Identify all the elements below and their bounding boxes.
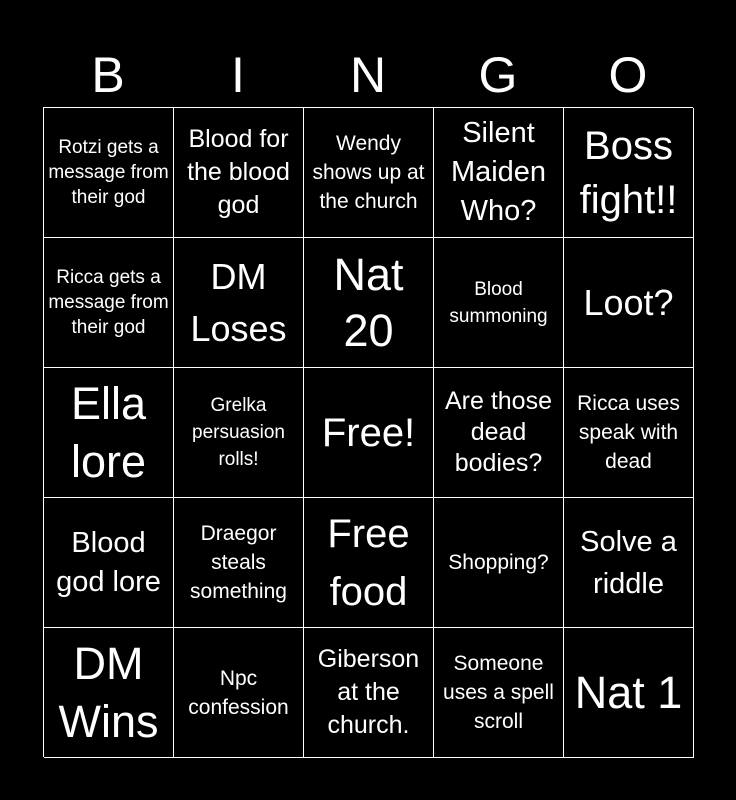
header-letter-n: N xyxy=(349,47,387,103)
bingo-cell-r2-c2[interactable] xyxy=(174,238,304,368)
bingo-cell-text: Free! xyxy=(321,410,416,455)
bingo-cell-r4-c3[interactable] xyxy=(304,498,434,628)
header-letter-i: I xyxy=(231,47,245,103)
bingo-cell-text: Silent Maiden Who? xyxy=(450,117,547,227)
bingo-cell-text: DM Wins xyxy=(58,637,159,747)
bingo-cell-text: Wendy shows up at the church xyxy=(312,132,425,213)
bingo-cell-text: Draegor steals something xyxy=(190,522,287,603)
bingo-cell-text: Blood god lore xyxy=(56,526,161,598)
bingo-cell-r3-c4[interactable] xyxy=(434,368,564,498)
bingo-cell-r1-c4[interactable] xyxy=(434,108,564,238)
bingo-cell-text: Ricca uses speak with dead xyxy=(577,392,680,473)
bingo-cell-r3-c5[interactable] xyxy=(564,368,694,498)
bingo-cell-text: Boss fight!! xyxy=(579,123,678,222)
header-letter-o: O xyxy=(608,47,648,103)
header-letter-g: G xyxy=(478,47,518,103)
bingo-cell-r2-c5[interactable] xyxy=(564,238,694,368)
bingo-cell-text: Someone uses a spell scroll xyxy=(443,652,554,733)
bingo-cell-r4-c4[interactable] xyxy=(434,498,564,628)
bingo-cell-r1-c1[interactable] xyxy=(44,108,174,238)
bingo-header xyxy=(43,42,693,108)
bingo-cell-r3-c3[interactable] xyxy=(304,368,434,498)
bingo-cell-r1-c2[interactable] xyxy=(174,108,304,238)
bingo-cell-text: Npc confession xyxy=(188,666,289,719)
bingo-cell-r2-c3[interactable] xyxy=(304,238,434,368)
bingo-cell-r5-c1[interactable] xyxy=(44,628,174,758)
bingo-cell-r2-c1[interactable] xyxy=(44,238,174,368)
bingo-cell-r1-c5[interactable] xyxy=(564,108,694,238)
bingo-cell-text: Solve a riddle xyxy=(580,525,677,600)
bingo-cell-r5-c2[interactable] xyxy=(174,628,304,758)
bingo-cell-text: Nat 20 xyxy=(333,248,404,356)
bingo-board xyxy=(43,107,693,757)
bingo-cell-r1-c3[interactable] xyxy=(304,108,434,238)
bingo-cell-text: Rotzi gets a message from their god xyxy=(48,137,169,208)
bingo-cell-text: Shopping? xyxy=(448,551,549,574)
bingo-cell-r4-c2[interactable] xyxy=(174,498,304,628)
bingo-cell-r5-c3[interactable] xyxy=(304,628,434,758)
bingo-cell-text: Grelka persuasion rolls! xyxy=(192,395,285,470)
bingo-cell-text: DM Loses xyxy=(190,255,287,349)
bingo-cell-r4-c1[interactable] xyxy=(44,498,174,628)
bingo-cell-text: Loot? xyxy=(583,281,674,323)
bingo-cell-text: Blood summoning xyxy=(449,278,548,327)
bingo-cell-text: Free food xyxy=(327,511,410,614)
bingo-cell-r3-c2[interactable] xyxy=(174,368,304,498)
bingo-cell-text: Nat 1 xyxy=(574,666,683,718)
bingo-cell-text: Giberson at the church. xyxy=(317,645,420,739)
bingo-cell-r5-c4[interactable] xyxy=(434,628,564,758)
bingo-cell-text: Ricca gets a message from their god xyxy=(48,267,169,338)
bingo-cell-r2-c4[interactable] xyxy=(434,238,564,368)
header-letter-b: B xyxy=(91,47,125,103)
bingo-cell-r3-c1[interactable] xyxy=(44,368,174,498)
bingo-cell-text: Are those dead bodies? xyxy=(444,387,552,477)
bingo-cell-r4-c5[interactable] xyxy=(564,498,694,628)
bingo-cell-r5-c5[interactable] xyxy=(564,628,694,758)
bingo-cell-text: Blood for the blood god xyxy=(187,125,290,219)
bingo-cell-text: Ella lore xyxy=(70,377,147,487)
